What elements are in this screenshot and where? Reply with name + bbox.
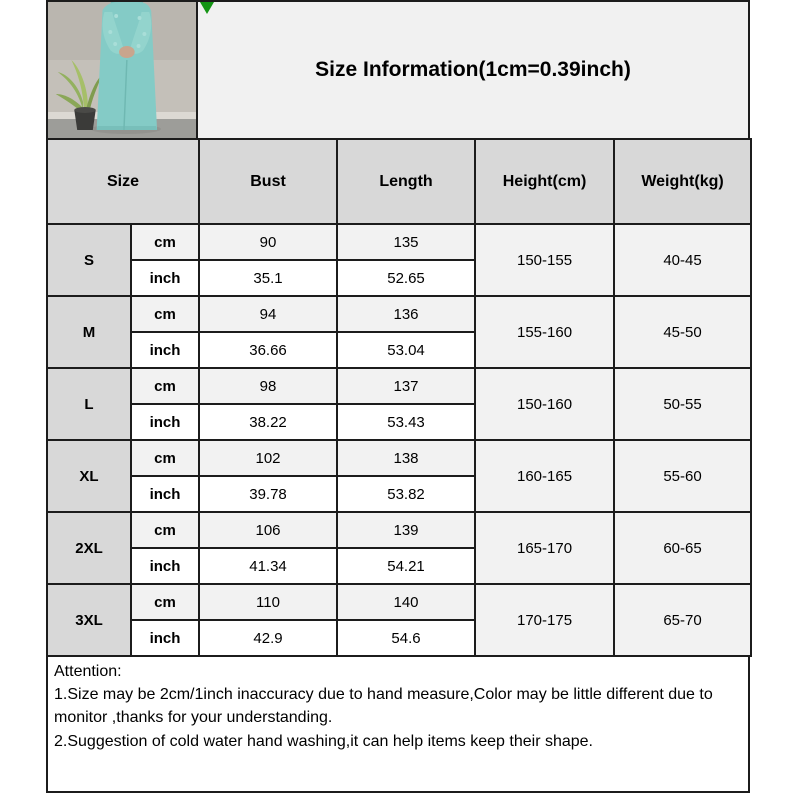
model-figure [97,2,157,130]
unit-label-inch: inch [131,260,199,296]
unit-label-inch: inch [131,476,199,512]
height-range: 160-165 [475,440,614,512]
length-cm-value: 139 [337,512,475,548]
unit-label-inch: inch [131,620,199,656]
header-length: Length [337,139,475,224]
length-inch-value: 54.21 [337,548,475,584]
weight-range: 45-50 [614,296,751,368]
header-height: Height(cm) [475,139,614,224]
length-cm-value: 135 [337,224,475,260]
weight-range: 40-45 [614,224,751,296]
length-inch-value: 53.04 [337,332,475,368]
length-cm-value: 137 [337,368,475,404]
size-label: 3XL [47,584,131,656]
unit-label-cm: cm [131,440,199,476]
unit-label-cm: cm [131,584,199,620]
attention-line-1: 1.Size may be 2cm/1inch inaccuracy due to hand measure,Color may be little different due to monitor ,thanks for your understanding. [54,686,713,727]
height-range: 155-160 [475,296,614,368]
bust-inch-value: 39.78 [199,476,337,512]
header-weight: Weight(kg) [614,139,751,224]
bust-cm-value: 98 [199,368,337,404]
unit-label-inch: inch [131,548,199,584]
length-cm-value: 140 [337,584,475,620]
product-photo [46,0,198,140]
length-cm-value: 138 [337,440,475,476]
table-row [47,512,751,548]
size-info-title-cell [198,0,750,140]
table-row [47,584,751,620]
unit-label-inch: inch [131,332,199,368]
weight-range: 60-65 [614,512,751,584]
size-label: L [47,368,131,440]
size-label: M [47,296,131,368]
weight-range: 55-60 [614,440,751,512]
attention-heading: Attention: [54,663,122,680]
table-row [47,440,751,476]
bust-cm-value: 102 [199,440,337,476]
bust-inch-value: 38.22 [199,404,337,440]
size-label: 2XL [47,512,131,584]
length-cm-value: 136 [337,296,475,332]
bust-cm-value: 110 [199,584,337,620]
weight-range: 50-55 [614,368,751,440]
bust-inch-value: 42.9 [199,620,337,656]
page-title: Size Information(1cm=0.39inch) [315,58,631,81]
size-chart-sheet [46,0,750,793]
height-range: 165-170 [475,512,614,584]
table-row [47,296,751,332]
size-label: S [47,224,131,296]
size-table [46,138,752,657]
table-header-row [47,139,751,224]
bust-cm-value: 106 [199,512,337,548]
height-range: 150-155 [475,224,614,296]
table-row [47,224,751,260]
bust-inch-value: 41.34 [199,548,337,584]
top-row [46,0,750,140]
attention-line-2: 2.Suggestion of cold water hand washing,it can help items keep their shape. [54,732,593,750]
unit-label-inch: inch [131,404,199,440]
header-size: Size [47,139,199,224]
bust-cm-value: 94 [199,296,337,332]
length-inch-value: 53.43 [337,404,475,440]
cell-corner-marker-icon [200,2,214,14]
length-inch-value: 54.6 [337,620,475,656]
unit-label-cm: cm [131,368,199,404]
bust-inch-value: 35.1 [199,260,337,296]
weight-range: 65-70 [614,584,751,656]
abaya-illustration [48,2,196,138]
table-row [47,368,751,404]
bust-inch-value: 36.66 [199,332,337,368]
height-range: 170-175 [475,584,614,656]
attention-note [46,655,750,793]
header-bust: Bust [199,139,337,224]
length-inch-value: 52.65 [337,260,475,296]
unit-label-cm: cm [131,224,199,260]
size-label: XL [47,440,131,512]
unit-label-cm: cm [131,296,199,332]
height-range: 150-160 [475,368,614,440]
unit-label-cm: cm [131,512,199,548]
length-inch-value: 53.82 [337,476,475,512]
bust-cm-value: 90 [199,224,337,260]
